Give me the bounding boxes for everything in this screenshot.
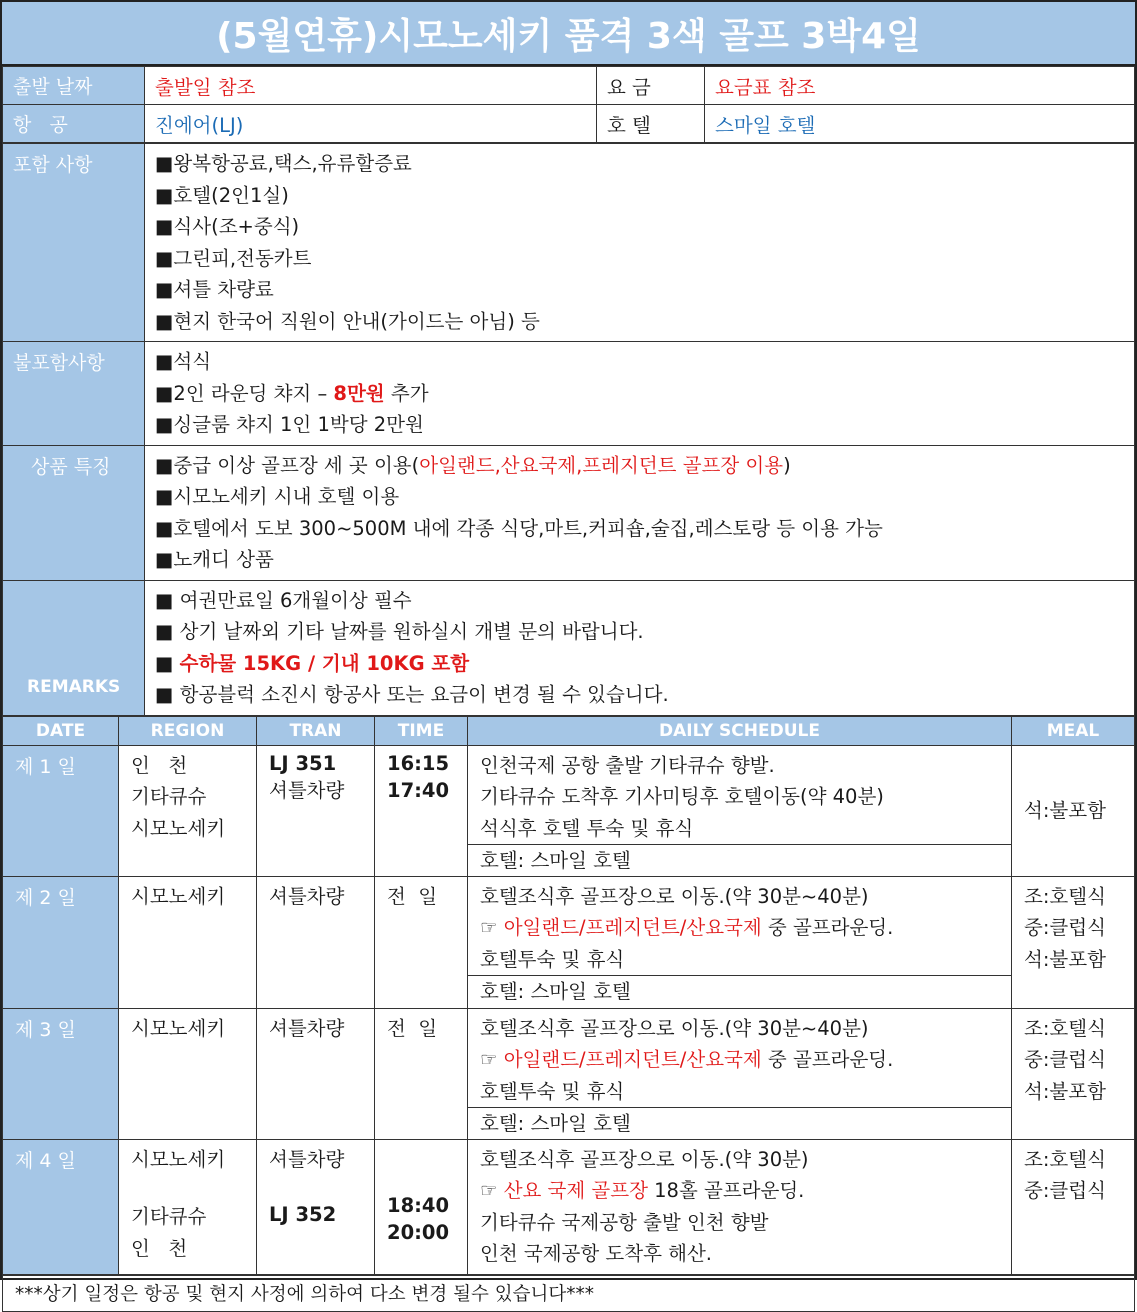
meal-text: 조:호텔식 <box>1024 1016 1106 1040</box>
schedule-line: 기타큐슈 도착후 기사미팅후 호텔이동(약 40분) <box>480 785 884 808</box>
day-row <box>3 1008 1135 1139</box>
flight-number: LJ 351 <box>269 751 337 775</box>
feature-item <box>155 450 1124 482</box>
schedule-line: 호텔조식후 골프장으로 이동.(약 30분~40분) <box>480 1016 869 1040</box>
region-text: 인 천 <box>131 753 188 777</box>
included-item: ■셔틀 차량료 <box>155 278 274 301</box>
footer-table <box>2 1275 1135 1312</box>
page-title: (5월연휴)시모노세키 품격 3색 골프 3박4일 <box>2 2 1135 66</box>
tran-cell <box>257 1008 375 1139</box>
day-row <box>3 1139 1135 1274</box>
schedule-line: 인천국제 공항 출발 기타큐슈 향발. <box>480 753 775 777</box>
spacer <box>131 1175 244 1201</box>
schedule-table <box>2 716 1135 1275</box>
included-item: ■그린피,전동카트 <box>155 246 312 270</box>
header-region: REGION <box>119 716 257 745</box>
highlight-course: 산요 국제 골프장 <box>503 1179 648 1202</box>
included-label: 포함 사항 <box>3 144 145 342</box>
schedule-cell <box>468 876 1012 1008</box>
region-text: 시모노세키 <box>131 884 226 908</box>
info-table <box>2 66 1135 143</box>
included-item: ■왕복항공료,택스,유류할증료 <box>155 152 412 175</box>
features-label: 상품 특징 <box>3 445 145 580</box>
meal-text: 조:호텔식 <box>1024 1147 1106 1171</box>
remarks-label-text: REMARKS <box>27 676 121 697</box>
excluded-item: ■싱글룸 챠지 1인 1박당 2만원 <box>155 413 424 436</box>
text: 중 골프라운딩. <box>761 1048 894 1071</box>
remarks-label <box>3 580 145 715</box>
header-tran: TRAN <box>257 716 375 745</box>
meal-cell <box>1012 745 1135 876</box>
hotel-line: 호텔: 스마일 호텔 <box>468 844 1011 876</box>
hotel-line: 호텔: 스마일 호텔 <box>468 975 1011 1007</box>
departure-value: 출발일 참조 <box>145 67 597 105</box>
excluded-item: ■석식 <box>155 350 212 373</box>
time-text: 18:40 <box>387 1193 450 1217</box>
meal-text: 석:불포함 <box>1024 947 1106 971</box>
day-row <box>3 876 1135 1008</box>
time-text: 전 일 <box>387 1016 438 1040</box>
header-daily-schedule: DAILY SCHEDULE <box>468 716 1012 745</box>
day-label: 제 4 일 <box>3 1139 119 1274</box>
highlight-price: 8만원 <box>333 381 385 405</box>
highlight-courses: 아일랜드/프레지던트/산요국제 <box>503 1048 762 1071</box>
meal-text: 중:클럽식 <box>1024 1179 1106 1202</box>
schedule-line: 호텔투숙 및 휴식 <box>480 1079 625 1103</box>
region-text: 시모노세키 <box>131 816 226 840</box>
golf-line <box>480 1175 999 1207</box>
pointer-icon: ☞ <box>480 916 504 939</box>
schedule-line: 석식후 호텔 투숙 및 휴식 <box>480 816 694 840</box>
schedule-line: 인천 국제공항 도착후 해산. <box>480 1242 713 1265</box>
schedule-line: 기타큐슈 국제공항 출발 인천 향발 <box>480 1210 769 1234</box>
highlight-baggage: 수하물 15KG / 기내 10KG 포함 <box>179 651 470 675</box>
meal-cell <box>1012 876 1135 1008</box>
included-item: ■현지 한국어 직원이 안내(가이드는 아님) 등 <box>155 309 540 333</box>
schedule-header-row <box>3 716 1135 745</box>
footer-note: ***상기 일정은 항공 및 현지 사정에 의하여 다소 변경 될수 있습니다*** <box>3 1275 1135 1311</box>
tran-cell <box>257 1139 375 1274</box>
remarks-section <box>3 580 1135 715</box>
meal-text: 조:호텔식 <box>1024 884 1106 908</box>
time-text: 전 일 <box>387 884 438 908</box>
tran-text: 셔틀차량 <box>269 884 345 908</box>
schedule-cell <box>468 1008 1012 1139</box>
time-cell <box>375 1139 468 1274</box>
included-section <box>3 144 1135 342</box>
header-date: DATE <box>3 716 119 745</box>
day-label: 제 2 일 <box>3 876 119 1008</box>
text: 중 골프라운딩. <box>761 916 894 939</box>
region-text: 기타큐슈 <box>131 785 207 808</box>
time-text: 20:00 <box>387 1220 450 1244</box>
included-item: ■호텔(2인1실) <box>155 183 289 207</box>
time-text: 16:15 <box>387 751 450 775</box>
spacer <box>387 1144 455 1192</box>
price-label: 요 금 <box>597 67 705 105</box>
header-time: TIME <box>375 716 468 745</box>
excluded-label: 불포함사항 <box>3 342 145 446</box>
meal-cell <box>1012 1008 1135 1139</box>
meal-text: 중:클럽식 <box>1024 1048 1106 1071</box>
text: ■ <box>155 651 180 675</box>
time-cell <box>375 876 468 1008</box>
flight-number: LJ 352 <box>269 1203 337 1226</box>
spacer <box>269 1175 362 1199</box>
golf-line <box>480 912 999 944</box>
day-row <box>3 745 1135 876</box>
remark-item: ■ 여권만료일 6개월이상 필수 <box>155 588 412 612</box>
price-value: 요금표 참조 <box>705 67 1135 105</box>
day-label: 제 1 일 <box>3 745 119 876</box>
remark-item: ■ 항공블럭 소진시 항공사 또는 요금이 변경 될 수 있습니다. <box>155 683 669 706</box>
schedule-line: 호텔투숙 및 휴식 <box>480 947 625 971</box>
schedule-cell <box>468 1139 1012 1274</box>
text: 18홀 골프라운딩. <box>647 1179 805 1202</box>
highlight-courses: 아일랜드/프레지던트/산요국제 <box>503 916 762 939</box>
region-cell <box>119 745 257 876</box>
departure-label: 출발 날짜 <box>3 67 145 105</box>
region-text: 인 천 <box>131 1236 188 1260</box>
day-label: 제 3 일 <box>3 1008 119 1139</box>
hotel-value: 스마일 호텔 <box>705 105 1135 143</box>
tran-text: 셔틀차량 <box>269 1147 345 1171</box>
details-table <box>2 143 1135 716</box>
golf-line <box>480 1044 999 1076</box>
airline-value: 진에어(LJ) <box>145 105 597 143</box>
text: 추가 <box>384 381 429 405</box>
region-text: 기타큐슈 <box>131 1205 207 1228</box>
region-cell <box>119 1139 257 1274</box>
highlight-courses: 아일랜드,산요국제,프레지던트 골프장 이용 <box>419 453 784 477</box>
features-section <box>3 445 1135 580</box>
meal-text: 석:불포함 <box>1024 798 1106 822</box>
meal-text: 석:불포함 <box>1024 1079 1106 1103</box>
pointer-icon: ☞ <box>480 1179 504 1202</box>
pointer-icon: ☞ <box>480 1048 504 1071</box>
time-cell <box>375 1008 468 1139</box>
time-cell <box>375 745 468 876</box>
schedule-cell <box>468 745 1012 876</box>
tran-cell <box>257 745 375 876</box>
text: ■2인 라운딩 챠지 – <box>155 381 334 405</box>
feature-item: ■호텔에서 도보 300~500M 내에 각종 식당,마트,커피숍,술집,레스토랑 등 이용 가능 <box>155 516 883 540</box>
tran-text: 셔틀차량 <box>269 778 345 802</box>
tran-text: 셔틀차량 <box>269 1016 345 1040</box>
schedule-line: 호텔조식후 골프장으로 이동.(약 30분) <box>480 1147 809 1171</box>
region-text: 시모노세키 <box>131 1147 226 1171</box>
remark-item: ■ 상기 날짜외 기타 날짜를 원하실시 개별 문의 바랍니다. <box>155 620 644 643</box>
region-text: 시모노세키 <box>131 1016 226 1040</box>
header-meal: MEAL <box>1012 716 1135 745</box>
feature-item: ■시모노세키 시내 호텔 이용 <box>155 485 400 508</box>
text: ■중급 이상 골프장 세 곳 이용( <box>155 453 420 477</box>
meal-cell <box>1012 1139 1135 1274</box>
hotel-line: 호텔: 스마일 호텔 <box>468 1107 1011 1139</box>
feature-item: ■노캐디 상품 <box>155 548 274 571</box>
excluded-section <box>3 342 1135 446</box>
tran-cell <box>257 876 375 1008</box>
hotel-label: 호 텔 <box>597 105 705 143</box>
region-cell <box>119 876 257 1008</box>
time-text: 17:40 <box>387 778 450 802</box>
meal-text: 중:클럽식 <box>1024 916 1106 939</box>
excluded-item <box>155 378 1124 410</box>
schedule-line: 호텔조식후 골프장으로 이동.(약 30분~40분) <box>480 884 869 908</box>
remark-item <box>155 648 1124 680</box>
region-cell <box>119 1008 257 1139</box>
airline-label: 항 공 <box>3 105 145 143</box>
text: ) <box>783 453 791 477</box>
included-item: ■식사(조+중식) <box>155 215 300 238</box>
